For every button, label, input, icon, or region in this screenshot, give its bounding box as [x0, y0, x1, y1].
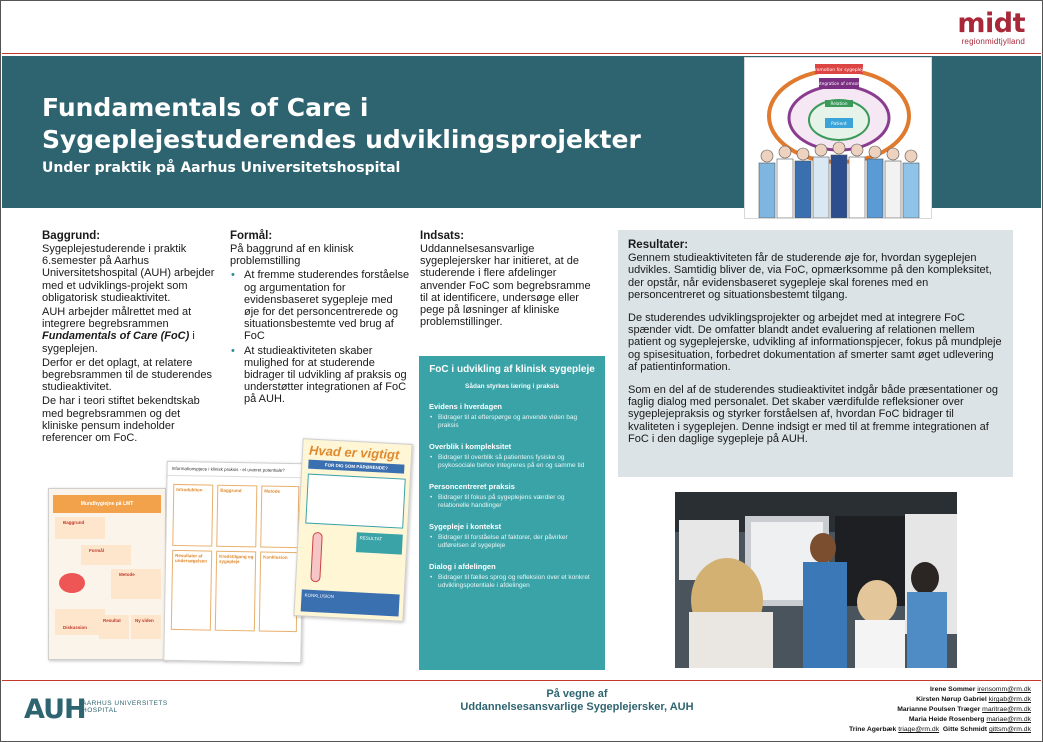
hero-label-patient: Patient [831, 122, 847, 127]
foc-section-heading: Dialog i afdelingen [429, 562, 496, 571]
mund-step-label: Metode [119, 572, 135, 577]
info-step-label: Resultater af undersøgelsen [174, 552, 208, 564]
foc-term: Fundamentals of Care (FoC) [42, 330, 190, 343]
mund-step-label: Ny viden [135, 618, 154, 623]
photo-drawing [675, 492, 957, 668]
thumbnail-hvad-er-vigtigt-poster [293, 438, 412, 622]
info-step-label: Baggrund [220, 487, 242, 494]
contact-row [849, 685, 1031, 695]
hvad-conclusion-box [301, 589, 400, 616]
contact-email[interactable]: irensomm@rm.dk [977, 686, 1031, 693]
footer [2, 680, 1041, 740]
contact-name: Gitte Schmidt [942, 726, 989, 733]
foc-section-item: • Bidrager til fælles sprog og refleksion over et konkret udviklingspotentiale i afdelingen [429, 574, 595, 590]
foc-section-heading: Overblik i kompleksitet [429, 442, 512, 451]
formaal-bullet: • At studieaktiviteten skaber mulighed for at studerende bidrager til udvikling af praksis og understøtter integrationen af FoC på AUH. [230, 345, 410, 406]
contact-email[interactable]: triage@rm.dk [898, 726, 940, 733]
contact-row [849, 695, 1031, 705]
foc-section-item: • Bidrager til fokus på sygeplejens værdier og relationelle handlinger [429, 494, 595, 510]
foc-framework-illustration [744, 57, 932, 219]
hero-label-relation: Relation [830, 101, 848, 106]
hvad-poster-subtitle: FOR DIG SOM PÅRØRENDE? [308, 460, 404, 474]
baggrund-paragraph-3: Derfor er det oplagt, at relatere begrebsrammen til de studerendes studieaktivitet. [42, 356, 212, 394]
info-poster-title: Informationspjece i klinisk praksis - et uværet potentiale? [167, 462, 303, 478]
contact-email[interactable]: maritrae@rm.dk [982, 706, 1031, 713]
section-resultater [618, 230, 1013, 477]
foc-learning-box [419, 356, 605, 670]
hero-label-promotion: Promotion for sygepleje [812, 68, 866, 73]
mund-step-box [81, 545, 131, 565]
info-step-box [172, 484, 213, 547]
foc-section-heading: Personcentreret praksis [429, 482, 515, 491]
on-behalf-of [432, 688, 722, 714]
info-poster-steps [170, 484, 299, 658]
midt-logo-word: midt [957, 8, 1025, 39]
thumbnail-mundhygiejne-poster [48, 488, 166, 660]
mund-step-label: Diskussion [63, 625, 88, 630]
poster-title [42, 92, 732, 156]
region-midt-logo [957, 10, 1025, 46]
resultater-paragraph-2: De studerendes udviklingsprojekter og arbejdet med at integrere FoC spænder vidt. De omfatter blandt andet evaluering af relationen mellem patient og sygeplejerske, udvikling af informationspjecer, fokus på mundpleje og spisesituation, forbedret dokumentation af smerter samt øget udlevering af patientinformation. [628, 312, 1002, 373]
contact-name: Trine Agerbæk [848, 726, 899, 733]
auh-logo [24, 694, 168, 725]
section-formaal [230, 230, 410, 408]
mund-poster-title: Mundhygiejne på LMT [53, 495, 161, 513]
auh-logo-mark: AUH [24, 694, 86, 725]
title-line-1: Fundamentals of Care i [42, 93, 369, 122]
indsats-text: Uddannelsesansvarlige sygeplejersker har initieret, at de studerende i flere afdelinger anvender FoC som begrebsramme til at identificere, undersøge eller pege på løsninger af kliniske problemstillinger. [420, 243, 591, 329]
mund-step-box [55, 517, 105, 539]
foc-section-item: • Bidrager til overblik så patientens fysiske og psykosociale behov integreres på en og samme tid [429, 454, 595, 470]
foc-box-title: FoC i udvikling af klinisk sygepleje [429, 364, 595, 375]
hvad-poster-title: Hvad er vigtigt [308, 442, 400, 463]
thermometer-icon [310, 532, 323, 582]
formaal-bullet-list [230, 269, 410, 405]
mund-step-box [131, 615, 161, 639]
foc-section-heading: Sygepleje i kontekst [429, 522, 502, 531]
contact-row [849, 725, 1031, 735]
resultater-paragraph-3: Som en del af de studerendes studieaktivitet indgår både præsentationer og faglig dialog med personalet. Det skaber værdifulde refleksioner over sygeplejepraksis og styrker forståelsen af, hvordan FoC bidrager til kvaliteten i sygeplejen. Denne indsigt er med til at fremme integrationen af FoC i den daglige sygepleje på AUH. [628, 384, 998, 445]
mund-step-label: Resultat [103, 618, 121, 623]
section-indsats [420, 230, 600, 330]
contact-name: Maria Heide Rosenberg [908, 716, 987, 723]
info-step-label: Metode [264, 488, 281, 494]
section-baggrund [42, 230, 217, 446]
info-step-label: Konklusion [263, 554, 288, 560]
mund-step-label: Formål [89, 548, 105, 553]
resultater-heading: Resultater: [628, 239, 689, 251]
info-step-box [259, 551, 298, 632]
baggrund-p2-end: i sygeplejen. [42, 330, 195, 355]
info-step-box [216, 485, 257, 548]
resultater-paragraph-1: Gennem studieaktiviteten får de studerende øje for, hvordan sygeplejen udvikles. Samtidig bliver de, via FoC, opmærksomme på den kompleksitet, der opstår, når evidensbaseret sygepleje skal forenes med en personcentreret og situationsbestemt tilgang. [628, 252, 992, 301]
mund-poster-steps [55, 517, 161, 657]
hvad-text-box [305, 474, 405, 529]
hvad-conclusion-label: KONKLUSION [304, 592, 335, 600]
midt-logo-sub: regionmidtjylland [961, 37, 1025, 46]
info-step-box [260, 485, 299, 548]
formaal-bullet: • At fremme studerendes forståelse og argumentation for evidensbaseret sygepleje med øje for det personcentrerede og situationsbestemte ved brug af FoC [230, 269, 410, 342]
auh-logo-text: AARHUS UNIVERSITETS HOSPITAL [82, 700, 168, 714]
foc-section-heading: Evidens i hverdagen [429, 402, 502, 411]
mouth-icon [59, 573, 85, 593]
hvad-result-box [356, 532, 403, 554]
foc-section-item: • Bidrager til forståelse af faktorer, der påvirker udførelsen af sygepleje [429, 534, 595, 550]
info-step-label: Kredstilgang og sygepleje [218, 553, 254, 565]
contact-email[interactable]: kirgab@rm.dk [988, 696, 1031, 703]
foc-framework-drawing [745, 58, 932, 219]
contact-email[interactable]: mariae@rm.dk [986, 716, 1031, 723]
formaal-intro: På baggrund af en klinisk problemstilling [230, 243, 354, 268]
contact-name: Kirsten Nørup Gabriel [916, 696, 989, 703]
contact-row [849, 715, 1031, 725]
on-behalf-line-2: Uddannelsesansvarlige Sygeplejersker, AUH [460, 701, 694, 713]
foc-section-item: • Bidrager til at efterspørge og anvende viden bag praksis [429, 414, 595, 430]
baggrund-paragraph-1: Sygeplejestuderende i praktik 6.semester på Aarhus Universitetshospital (AUH) arbejder med et udviklings-projekt som obligatorisk studieaktivitet. [42, 243, 215, 304]
top-strip [2, 2, 1041, 54]
baggrund-paragraph-2 [42, 306, 217, 355]
contact-name: Irene Sommer [930, 686, 978, 693]
baggrund-p2-start: AUH arbejder målrettet med at integrere begrebsrammen [42, 306, 192, 331]
hero-label-integration: Integration af omsorg [816, 81, 862, 86]
mund-step-box [111, 569, 161, 599]
contact-list [849, 685, 1031, 735]
on-behalf-line-1: På vegne af [546, 688, 608, 700]
info-step-label: Introduktion [176, 486, 203, 493]
poster-subtitle: Under praktik på Aarhus Universitetshospital [42, 160, 401, 176]
mund-step-label: Baggrund [63, 520, 85, 525]
students-presentation-photo [675, 492, 957, 668]
formaal-heading: Formål: [230, 230, 273, 242]
thumbnail-informationspjece-poster [163, 461, 304, 663]
mund-step-box [99, 615, 129, 639]
hvad-result-label: RESULTAT [359, 535, 383, 542]
baggrund-paragraph-4: De har i teori stiftet bekendtskab med begrebsrammen og det kliniske pensum indeholder referencer om FoC. [42, 395, 200, 445]
foc-box-subtitle: Sådan styrkes læring i praksis [465, 383, 559, 390]
baggrund-heading: Baggrund: [42, 230, 101, 242]
contact-name: Marianne Poulsen Træger [897, 706, 983, 713]
contact-email[interactable]: gittsm@rm.dk [988, 726, 1031, 733]
contact-row [849, 705, 1031, 715]
mund-step-box [55, 609, 105, 635]
title-line-2: Sygeplejestuderendes udviklingsprojekter [42, 125, 641, 154]
info-step-box [171, 550, 212, 631]
info-step-box [215, 551, 256, 632]
indsats-heading: Indsats: [420, 230, 465, 242]
